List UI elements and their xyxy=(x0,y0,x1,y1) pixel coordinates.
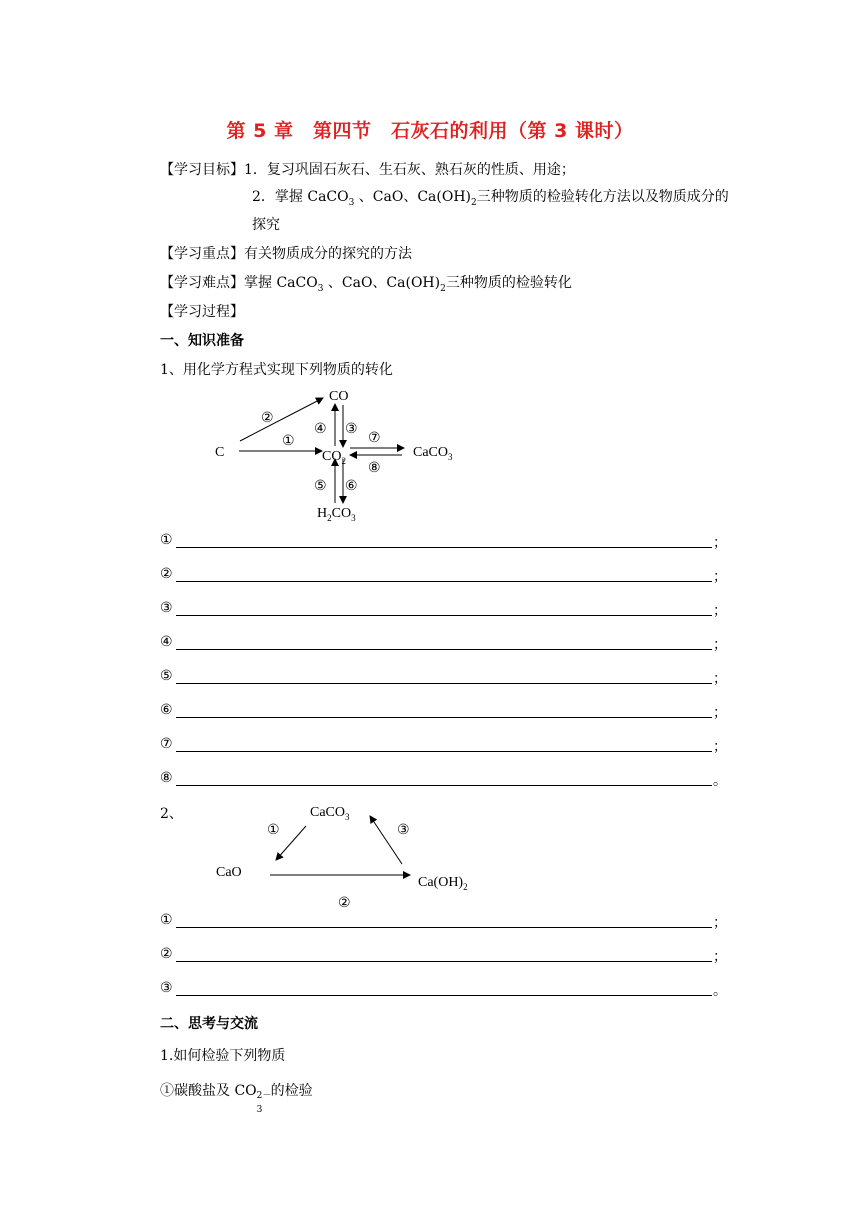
section2-item1: ①碳酸盐及 CO 2－ 3 的检验 xyxy=(160,1083,313,1115)
blank2-row-1[interactable]: ① ； xyxy=(160,912,727,931)
node-caco3: CaCO$_3$ xyxy=(413,445,453,462)
label-n6: ⑥ xyxy=(345,479,358,494)
blank-row-5[interactable]: ⑤ ； xyxy=(160,668,727,687)
node-co2: $CO_2$ xyxy=(322,449,346,466)
label-n1: ① xyxy=(282,434,295,449)
blank-row-8[interactable]: ⑧ 。 xyxy=(160,770,727,789)
blank-row-3[interactable]: ③ ； xyxy=(160,600,727,619)
arrow-caco3-to-cao xyxy=(276,826,306,860)
answer-line[interactable] xyxy=(176,927,712,928)
page-title: 第 5 章 第四节 石灰石的利用（第 3 课时） xyxy=(226,120,634,142)
d2-node-cao: CaO xyxy=(216,865,242,880)
objective-2-continued: 探究 xyxy=(252,217,280,233)
label-n7: ⑦ xyxy=(368,431,381,446)
answer-line[interactable] xyxy=(176,961,712,962)
answer-line[interactable] xyxy=(176,683,712,684)
answer-line[interactable] xyxy=(176,547,712,548)
node-co: CO xyxy=(329,389,349,404)
d2-node-caco3: CaCO$_3$ xyxy=(310,805,350,822)
objectives-label: 【学习目标】 xyxy=(160,162,244,178)
difficulty-label: 【学习难点】 xyxy=(160,275,244,291)
d2-label-n1: ① xyxy=(267,823,280,838)
answer-line[interactable] xyxy=(176,751,712,752)
label-n3: ③ xyxy=(345,422,358,437)
blank2-row-3[interactable]: ③ 。 xyxy=(160,980,727,999)
blank-row-6[interactable]: ⑥ ； xyxy=(160,702,727,721)
answer-line[interactable] xyxy=(176,615,712,616)
answer-line[interactable] xyxy=(176,785,712,786)
section1-heading: 一、知识准备 xyxy=(160,333,244,349)
label-n4: ④ xyxy=(314,422,327,437)
label-n8: ⑧ xyxy=(368,461,381,476)
section2-heading: 二、思考与交流 xyxy=(160,1016,258,1032)
objective-1: 1．复习巩固石灰石、生石灰、熟石灰的性质、用途； xyxy=(244,162,575,178)
section2-question1: 1.如何检验下列物质 xyxy=(160,1048,286,1064)
answer-line[interactable] xyxy=(176,649,712,650)
key-point-label: 【学习重点】 xyxy=(160,246,244,262)
key-point-text: 有关物质成分的探究的方法 xyxy=(244,246,412,262)
section1-question2: 2、 xyxy=(160,806,183,822)
answer-line[interactable] xyxy=(176,995,712,996)
node-h2co3: $H_2CO_3$ xyxy=(317,506,356,523)
blank-row-1[interactable]: ① ； xyxy=(160,532,727,551)
blank-row-7[interactable]: ⑦ ； xyxy=(160,736,727,755)
objective-2: 2．掌握 CaCO$_3$ 、CaO、$Ca(OH)_2$三种物质的检验转化方法以及物质成分的 xyxy=(252,189,729,208)
label-n2: ② xyxy=(261,411,274,426)
process-label: 【学习过程】 xyxy=(160,304,244,320)
d2-node-caoh2: $Ca(OH)_2$ xyxy=(418,875,468,892)
blank-row-2[interactable]: ② ； xyxy=(160,566,727,585)
d2-label-n2: ② xyxy=(338,896,351,911)
blank-row-4[interactable]: ④ ； xyxy=(160,634,727,653)
blank2-row-2[interactable]: ② ； xyxy=(160,946,727,965)
answer-line[interactable] xyxy=(176,717,712,718)
answer-line[interactable] xyxy=(176,581,712,582)
difficulty: 【学习难点】掌握 CaCO$_3$ 、CaO、$Ca(OH)_2$三种物质的检验转化 xyxy=(160,275,572,294)
section1-question1: 1、用化学方程式实现下列物质的转化 xyxy=(160,362,393,378)
label-n5: ⑤ xyxy=(314,479,327,494)
node-c: C xyxy=(215,445,225,460)
d2-label-n3: ③ xyxy=(397,823,410,838)
